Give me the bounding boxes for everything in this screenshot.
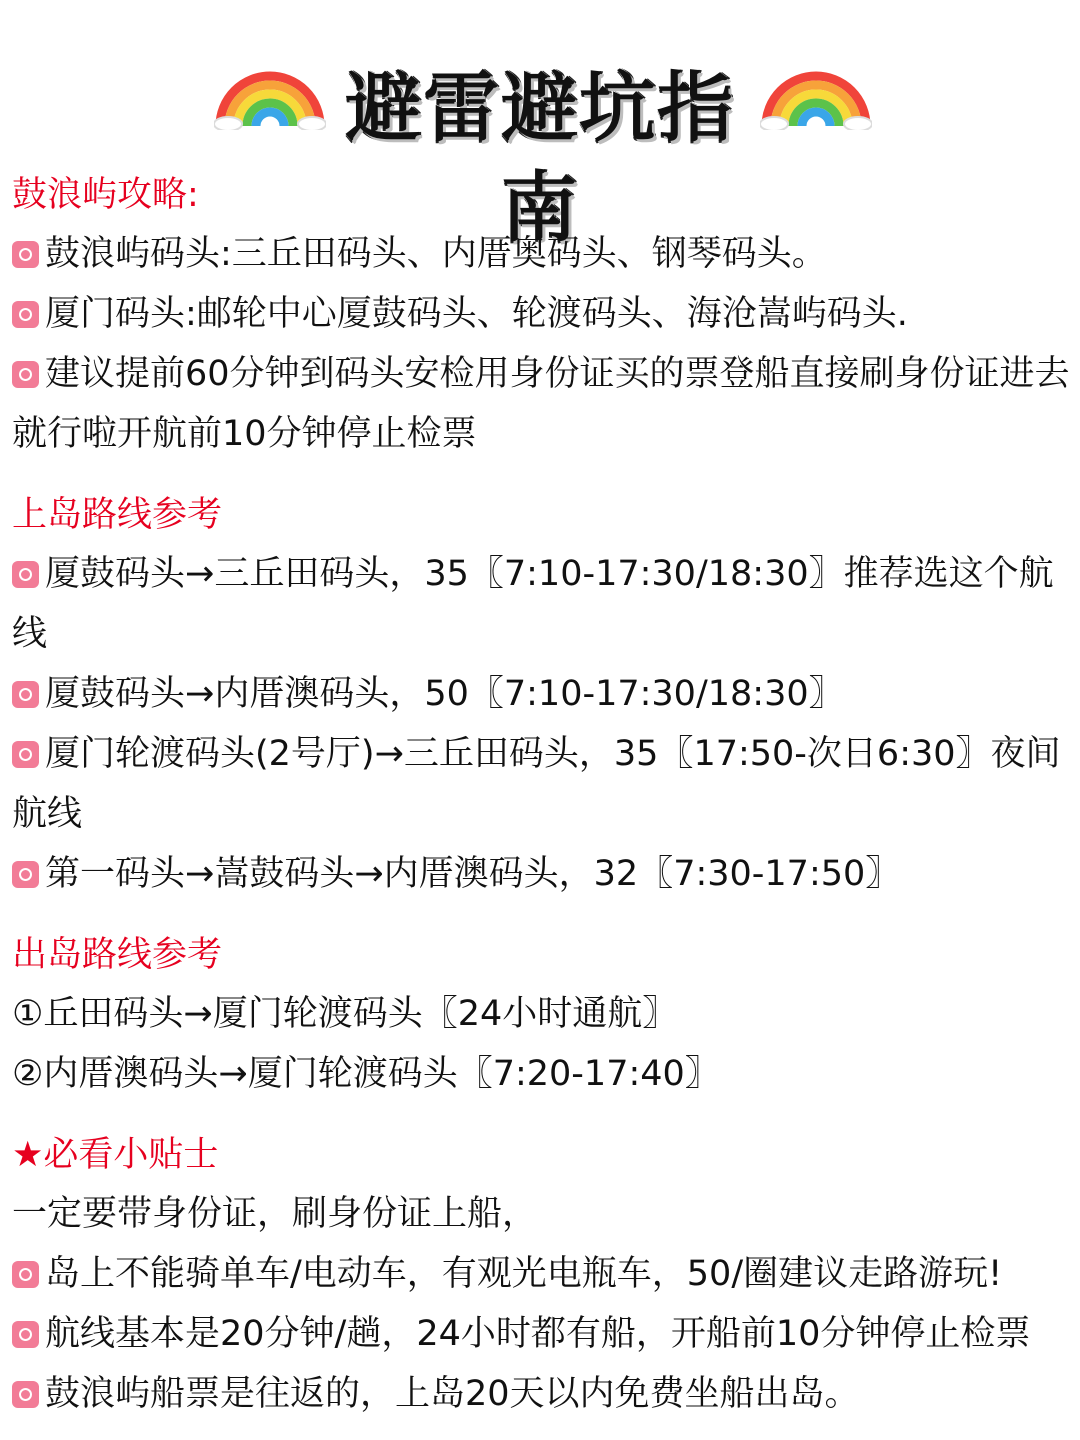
list-item xyxy=(12,984,1072,1044)
list-item-text: ②内厝澳码头→厦门轮渡码头〖7:20-17:40〗 xyxy=(12,1054,720,1094)
list-item xyxy=(12,844,1072,904)
list-item-text: 第一码头→嵩鼓码头→内厝澳码头，32〖7:30-17:50〗 xyxy=(45,854,901,894)
bullet-icon xyxy=(12,861,39,888)
section-heading-from-island: 出岛路线参考 xyxy=(12,935,223,975)
list-item xyxy=(12,664,1072,724)
list-item-text: 鼓浪屿船票是往返的，上岛20天以内免费坐船出岛。 xyxy=(45,1374,860,1414)
spacer xyxy=(12,904,1072,926)
bullet-icon xyxy=(12,361,39,388)
list-item-text: 航线基本是20分钟/趟，24小时都有船，开船前10分钟停止检票 xyxy=(45,1314,1031,1354)
bullet-icon xyxy=(12,561,39,588)
spacer xyxy=(12,1104,1072,1126)
spacer xyxy=(12,464,1072,486)
list-item xyxy=(12,1044,1072,1104)
page-title: 避雷避坑指南 xyxy=(345,63,735,252)
content xyxy=(12,166,1072,1424)
list-item xyxy=(12,344,1072,464)
list-item-text: 厦鼓码头→内厝澳码头，50〖7:10-17:30/18:30〗 xyxy=(45,674,844,714)
bullet-icon xyxy=(12,241,39,268)
tips-heading-text: 必看小贴士 xyxy=(43,1135,219,1175)
list-item xyxy=(12,1364,1072,1424)
rainbow-icon xyxy=(760,66,872,130)
list-item xyxy=(12,224,1072,284)
list-item xyxy=(12,724,1072,844)
list-item xyxy=(12,284,1072,344)
bullet-icon xyxy=(12,681,39,708)
rainbow-icon xyxy=(214,66,326,130)
tips-intro: 一定要带身份证，刷身份证上船， xyxy=(12,1194,538,1234)
list-item-text: 厦鼓码头→三丘田码头，35〖7:10-17:30/18:30〗推荐选这个航线 xyxy=(12,554,1054,654)
star-icon: ★ xyxy=(12,1135,44,1175)
section-heading-guide: 鼓浪屿攻略: xyxy=(12,175,199,215)
bullet-icon xyxy=(12,1261,39,1288)
section-heading-tips xyxy=(12,1126,1072,1184)
list-item xyxy=(12,1304,1072,1364)
bullet-icon xyxy=(12,1321,39,1348)
list-item-text: 鼓浪屿码头:三丘田码头、内厝奥码头、钢琴码头。 xyxy=(45,234,827,274)
bullet-icon xyxy=(12,301,39,328)
list-item xyxy=(12,544,1072,664)
list-item-text: 建议提前60分钟到码头安检用身份证买的票登船直接刷身份证进去就行啦开航前10分钟停止检票 xyxy=(12,354,1070,454)
list-item xyxy=(12,1244,1072,1304)
bullet-icon xyxy=(12,741,39,768)
list-item-text: 厦门码头:邮轮中心厦鼓码头、轮渡码头、海沧嵩屿码头. xyxy=(45,294,908,334)
section-heading-to-island: 上岛路线参考 xyxy=(12,495,223,535)
list-item-text: 岛上不能骑单车/电动车，有观光电瓶车，50/圈建议走路游玩! xyxy=(45,1254,1003,1294)
list-item-text: ①丘田码头→厦门轮渡码头〖24小时通航〗 xyxy=(12,994,678,1034)
bullet-icon xyxy=(12,1381,39,1408)
list-item-text: 厦门轮渡码头(2号厅)→三丘田码头，35〖17:50-次日6:30〗夜间航线 xyxy=(12,734,1061,834)
